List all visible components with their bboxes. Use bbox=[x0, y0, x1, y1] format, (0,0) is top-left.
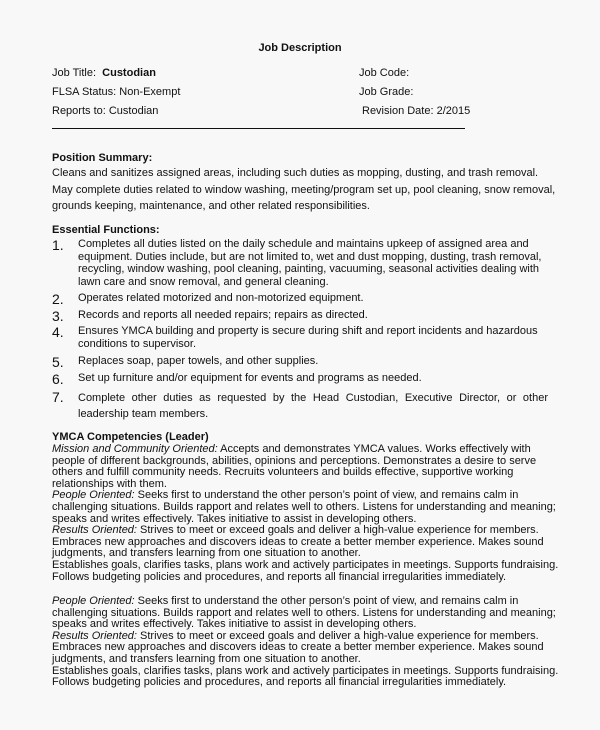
competency-text: Embraces new approaches and discovers ideas to create a better member experience. Makes sound bbox=[52, 641, 544, 654]
position-summary-text bbox=[52, 165, 556, 215]
competency-text: speaks and writes effectively. Takes initiative to assist in developing others. bbox=[52, 618, 417, 631]
list-item-line: conditions to supervisor. bbox=[78, 337, 197, 350]
competency-line bbox=[52, 677, 532, 689]
list-item-number: 4. bbox=[52, 324, 64, 340]
competency-label: Results Oriented: bbox=[52, 524, 137, 537]
list-item-text bbox=[78, 325, 548, 350]
list-item-text bbox=[78, 372, 548, 385]
position-summary-heading: Position Summary: bbox=[52, 152, 153, 164]
competency-label: People Oriented: bbox=[52, 595, 135, 607]
competency-line bbox=[52, 572, 532, 584]
job-title-label: Job Title: bbox=[52, 67, 97, 79]
list-item bbox=[52, 355, 552, 372]
list-item-line: Complete other duties as requested by the Head Custodian, Executive Director, or other bbox=[78, 392, 548, 404]
list-item-number: 5. bbox=[52, 354, 64, 370]
list-item-line: Replaces soap, paper towels, and other supplies. bbox=[78, 355, 319, 367]
list-item bbox=[52, 309, 552, 325]
list-item bbox=[52, 238, 552, 292]
competency-text: judgments, and transfers learning from one situation to another. bbox=[52, 652, 361, 665]
list-item-number: 6. bbox=[52, 371, 64, 387]
list-item-line: Completes all duties listed on the daily schedule and maintains upkeep of assigned area and bbox=[78, 238, 529, 250]
list-item-line: Records and reports all needed repairs; repairs as directed. bbox=[78, 309, 368, 321]
list-item-line: Operates related motorized and non-motorized equipment. bbox=[78, 292, 364, 304]
competency-text: speaks and writes effectively. Takes initiative to assist in developing others. bbox=[52, 512, 417, 525]
competency-text: Seeks first to understand the other person’s point of view, and remains calm in bbox=[134, 489, 519, 502]
list-item-text bbox=[78, 390, 548, 422]
competency-text: people of different backgrounds, abilities, opinions and perceptions. Demonstrates a desire to serve bbox=[52, 454, 537, 467]
list-item bbox=[52, 372, 552, 390]
reports-to: Reports to: Custodian bbox=[52, 105, 159, 117]
competency-text: Follows budgeting policies and procedures, and reports all financial irregularities immediately. bbox=[52, 570, 507, 583]
competency-label: Mission and Community Oriented: bbox=[52, 443, 218, 455]
list-item-line: recycling, window washing, pool cleaning, painting, vacuuming, seasonal activities dealing with bbox=[78, 263, 540, 275]
competencies-heading: YMCA Competencies (Leader) bbox=[52, 431, 209, 443]
competency-label: People Oriented: bbox=[52, 489, 135, 502]
list-item-number: 7. bbox=[52, 389, 64, 405]
competency-label: Results Oriented: bbox=[52, 629, 137, 642]
list-item bbox=[52, 325, 552, 355]
job-code: Job Code: bbox=[359, 67, 410, 79]
summary-line: Cleans and sanitizes assigned areas, including such duties as mopping, dusting, and trash removal. bbox=[52, 167, 539, 179]
list-item bbox=[52, 390, 552, 426]
list-item-line: Ensures YMCA building and property is secure during shift and report incidents and hazardous bbox=[78, 325, 538, 337]
job-title-value: Custodian bbox=[102, 67, 156, 79]
job-title-row bbox=[52, 67, 156, 79]
list-item-line: Set up furniture and/or equipment for events and programs as needed. bbox=[78, 372, 422, 384]
flsa-status: FLSA Status: Non-Exempt bbox=[52, 86, 181, 98]
competencies-block-2 bbox=[52, 595, 559, 689]
summary-line: May complete duties related to window washing, meeting/program set up, pool cleaning, snow removal, bbox=[52, 183, 556, 196]
competency-text: Seeks first to understand the other person’s point of view, and remains calm in bbox=[134, 595, 519, 607]
competency-text: Embraces new approaches and discovers ideas to create a better member experience. Makes sound bbox=[52, 535, 544, 548]
header-divider bbox=[52, 128, 465, 129]
summary-line: grounds keeping, maintenance, and other related responsibilities. bbox=[52, 200, 370, 212]
list-item-text bbox=[78, 238, 548, 288]
essential-functions-list bbox=[52, 238, 552, 426]
revision-date: Revision Date: 2/2015 bbox=[362, 105, 471, 117]
list-item bbox=[52, 292, 552, 309]
competency-text: judgments, and transfers learning from one situation to another. bbox=[52, 547, 361, 560]
list-item-text bbox=[78, 292, 548, 305]
list-item-text bbox=[78, 355, 548, 368]
list-item-line: leadership team members. bbox=[78, 408, 209, 420]
list-item-number: 3. bbox=[52, 308, 64, 324]
competency-text: Strives to meet or exceed goals and deliver a high-value experience for members. bbox=[136, 629, 539, 642]
competencies-block-1 bbox=[52, 443, 559, 583]
list-item-number: 1. bbox=[52, 237, 64, 253]
competency-text: relationships with them. bbox=[52, 477, 167, 490]
competency-text: challenging situations. Builds rapport and relates well to others. Listens for understanding and meaning; bbox=[52, 606, 556, 619]
list-item-line: equipment. Duties include, but are not limited to, wet and dust mopping, dusting, trash removal, bbox=[78, 250, 542, 263]
job-grade: Job Grade: bbox=[359, 86, 414, 98]
essential-functions-heading: Essential Functions: bbox=[52, 224, 160, 236]
list-item-number: 2. bbox=[52, 291, 64, 307]
competency-text: Establishes goals, clarifies tasks, plans work and actively participates in meetings. Supports fundraising. bbox=[52, 664, 559, 677]
competency-text: others and fulfill community needs. Recruits volunteers and builds effective, supportive working bbox=[52, 466, 514, 479]
competency-text: Strives to meet or exceed goals and deliver a high-value experience for members. bbox=[136, 524, 539, 537]
competency-text: challenging situations. Builds rapport and relates well to others. Listens for understanding and meaning; bbox=[52, 500, 556, 513]
list-item-text bbox=[78, 309, 548, 322]
competency-text: Establishes goals, clarifies tasks, plans work and actively participates in meetings. Supports fundraising. bbox=[52, 558, 559, 571]
list-item-line: lawn care and snow removal, and general cleaning. bbox=[78, 275, 329, 288]
page-title: Job Description bbox=[258, 42, 342, 54]
competency-text: Follows budgeting policies and procedures, and reports all financial irregularities immediately. bbox=[52, 676, 507, 689]
competency-text: Accepts and demonstrates YMCA values. Works effectively with bbox=[217, 443, 531, 455]
